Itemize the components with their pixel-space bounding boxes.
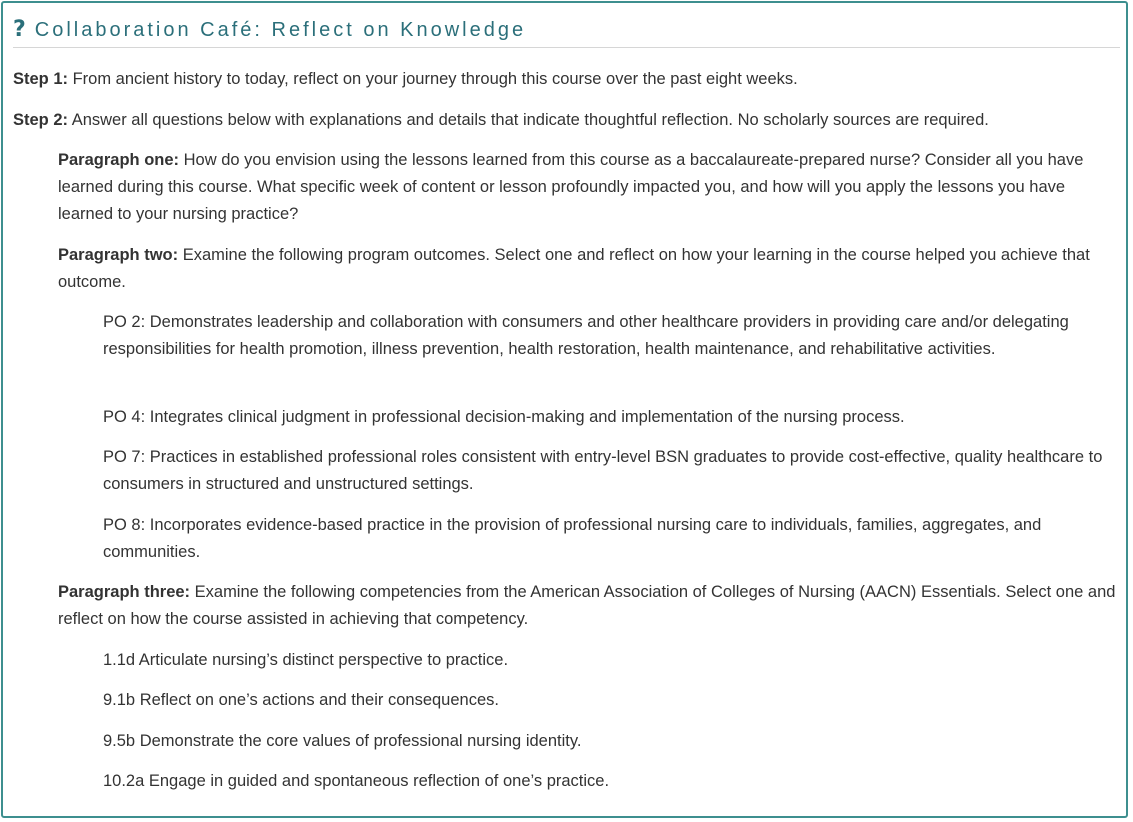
paragraph-two (58, 242, 1118, 296)
paragraph-three-text: Examine the following competencies from the American Association of Colleges of Nursing (AACN) Essentials. Select one and reflect on how the course assisted in achieving that competency. (58, 583, 1116, 628)
program-outcome-po2: PO 2: Demonstrates leadership and collaboration with consumers and other healthcare providers in providing care and/or delegating responsibilities for health promotion, illness prevention, health restoration, health maintenance, and rehabilitative activities. (103, 313, 1069, 358)
program-outcome-po4: PO 4: Integrates clinical judgment in professional decision-making and implementation of the nursing process. (103, 408, 905, 426)
competency-9-1b: 9.1b Reflect on one’s actions and their consequences. (103, 691, 499, 709)
reflection-panel (1, 1, 1128, 818)
question-mark-icon: ? (13, 17, 26, 42)
step-1 (13, 66, 1113, 93)
paragraph-one (58, 147, 1118, 228)
panel-header (13, 17, 1120, 48)
paragraph-one-label: Paragraph one: (58, 151, 180, 169)
step-1-text: From ancient history to today, reflect on your journey through this course over the past eight weeks. (68, 70, 798, 88)
paragraph-three (58, 579, 1118, 633)
step-2 (13, 107, 1113, 134)
paragraph-one-text: How do you envision using the lessons learned from this course as a baccalaureate-prepared nurse? Consider all you have learned during this course. What specific week of content or lesson profoundly impacted you, and how will you apply the lessons you have learned to your nursing practice? (58, 151, 1084, 223)
program-outcome-po8: PO 8: Incorporates evidence-based practice in the provision of professional nursing care to individuals, families, aggregates, and communities. (103, 516, 1042, 561)
step-1-label: Step 1: (13, 70, 69, 88)
competency-1-1d: 1.1d Articulate nursing’s distinct perspective to practice. (103, 651, 509, 669)
program-outcome-po7: PO 7: Practices in established professional roles consistent with entry-level BSN graduates to provide cost-effective, quality healthcare to consumers in structured and unstructured settings. (103, 448, 1103, 493)
paragraph-two-text: Examine the following program outcomes. Select one and reflect on how your learning in the course helped you achieve that outcome. (58, 246, 1090, 291)
step-2-text: Answer all questions below with explanations and details that indicate thoughtful reflection. No scholarly sources are required. (68, 111, 989, 129)
step-2-label: Step 2: (13, 111, 69, 129)
competency-9-5b: 9.5b Demonstrate the core values of professional nursing identity. (103, 732, 582, 750)
page-title: Collaboration Café: Reflect on Knowledge (34, 19, 527, 41)
paragraph-two-label: Paragraph two: (58, 246, 179, 264)
competency-10-2a: 10.2a Engage in guided and spontaneous reflection of one’s practice. (103, 772, 610, 790)
paragraph-three-label: Paragraph three: (58, 583, 191, 601)
